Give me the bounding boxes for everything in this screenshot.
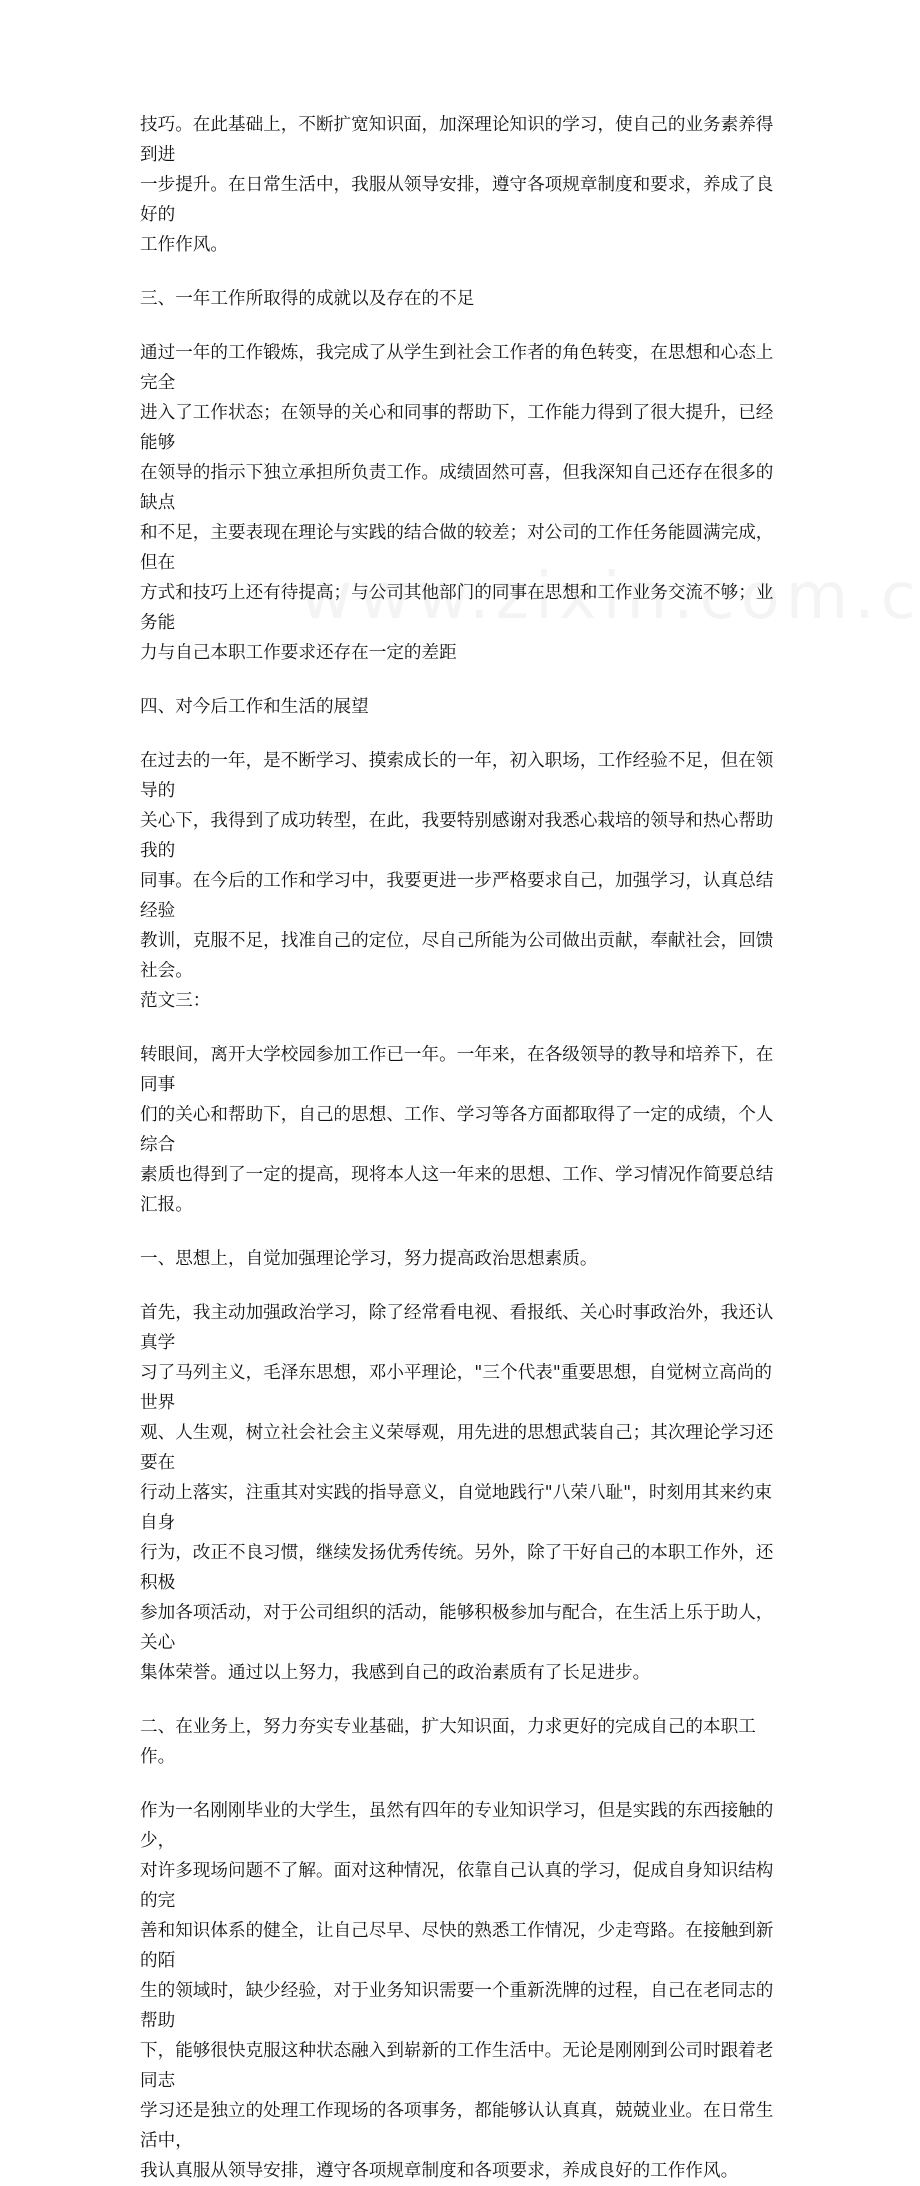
paragraph-ideology: 首先，我主动加强政治学习，除了经常看电视、看报纸、关心时事政治外，我还认真学 习了马列主义，毛泽东思想，邓小平理论，"三个代表"重要思想，自觉树立高尚的世界 观、人生观，树立社会社会主义荣辱观，用先进的思想武装自己；其次理论学习还要在 行动上落实，注重其对实践的指导意义，自觉地践行"八荣八耻"，时刻用其来约束自身 行为，改正不良习惯，继续发扬优秀传统。另外，除了干好自己的本职工作外，还积极 参加各项活动，对于公司组织的活动，能够积极参加与配合，在生活上乐于助人，关心 集体荣誉。通过以上努力，我感到自己的政治素质有了长足进步。 <box>140 1303 774 1683</box>
paragraph-business: 作为一名刚刚毕业的大学生，虽然有四年的专业知识学习，但是实践的东西接触的少， 对许多现场问题不了解。面对这种情况，依靠自己认真的学习，促成自身知识结构的完 善和知识体系的健全，让自己尽早、尽快的熟悉工作情况，少走弯路。在接触到新的陌 生的领域时，缺少经验，对于业务知识需要一个重新洗牌的过程，自己在老同志的帮助 下，能够很快克服这种状态融入到崭新的工作生活中。无论是刚刚到公司时跟着老同志 学习还是独立的处理工作现场的各项事务，都能够认认真真，兢兢业业。在日常生活中， 我认真服从领导安排，遵守各项规章制度和各项要求，养成良好的工作作风。 <box>140 1801 774 2181</box>
section-heading-outlook: 四、对今后工作和生活的展望 <box>140 697 369 717</box>
paragraph-outlook: 在过去的一年，是不断学习、摸索成长的一年，初入职场，工作经验不足，但在领导的 关心下，我得到了成功转型，在此，我要特别感谢对我悉心栽培的领导和热心帮助我的 同事。在今后的工作和学习中，我要更进一步严格要求自己，加强学习，认真总结经验 教训，克服不足，找准自己的定位，尽自己所能为公司做出贡献，奉献社会，回馈社会。 范文三： <box>140 751 774 1011</box>
paragraph-achievements: 通过一年的工作锻炼，我完成了从学生到社会工作者的角色转变，在思想和心态上完全 进入了工作状态；在领导的关心和同事的帮助下，工作能力得到了很大提升，已经能够 在领导的指示下独立承担所负责工作。成绩固然可喜，但我深知自己还存在很多的缺点 和不足，主要表现在理论与实践的结合做的较差；对公司的工作任务能圆满完成，但在 方式和技巧上还有待提高；与公司其他部门的同事在思想和工作业务交流不够；业务能 力与自己本职工作要求还存在一定的差距 <box>140 343 774 663</box>
section-heading-achievements: 三、一年工作所取得的成就以及存在的不足 <box>140 289 475 309</box>
section-heading-business: 二、在业务上，努力夯实专业基础，扩大知识面，力求更好的完成自己的本职工作。 <box>140 1717 756 1767</box>
section-heading-ideology: 一、思想上，自觉加强理论学习，努力提高政治思想素质。 <box>140 1249 598 1269</box>
paragraph-intro-sample-three: 转眼间，离开大学校园参加工作已一年。一年来，在各级领导的教导和培养下，在同事 们的关心和帮助下，自己的思想、工作、学习等各方面都取得了一定的成绩，个人综合 素质也得到了一定的提高，现将本人这一年来的思想、工作、学习情况作简要总结汇报。 <box>140 1045 774 1215</box>
paragraph-work-skills: 技巧。在此基础上，不断扩宽知识面，加深理论知识的学习，使自己的业务素养得到进 一步提升。在日常生活中，我服从领导安排，遵守各项规章制度和要求，养成了良好的 工作作风。 <box>140 115 774 255</box>
